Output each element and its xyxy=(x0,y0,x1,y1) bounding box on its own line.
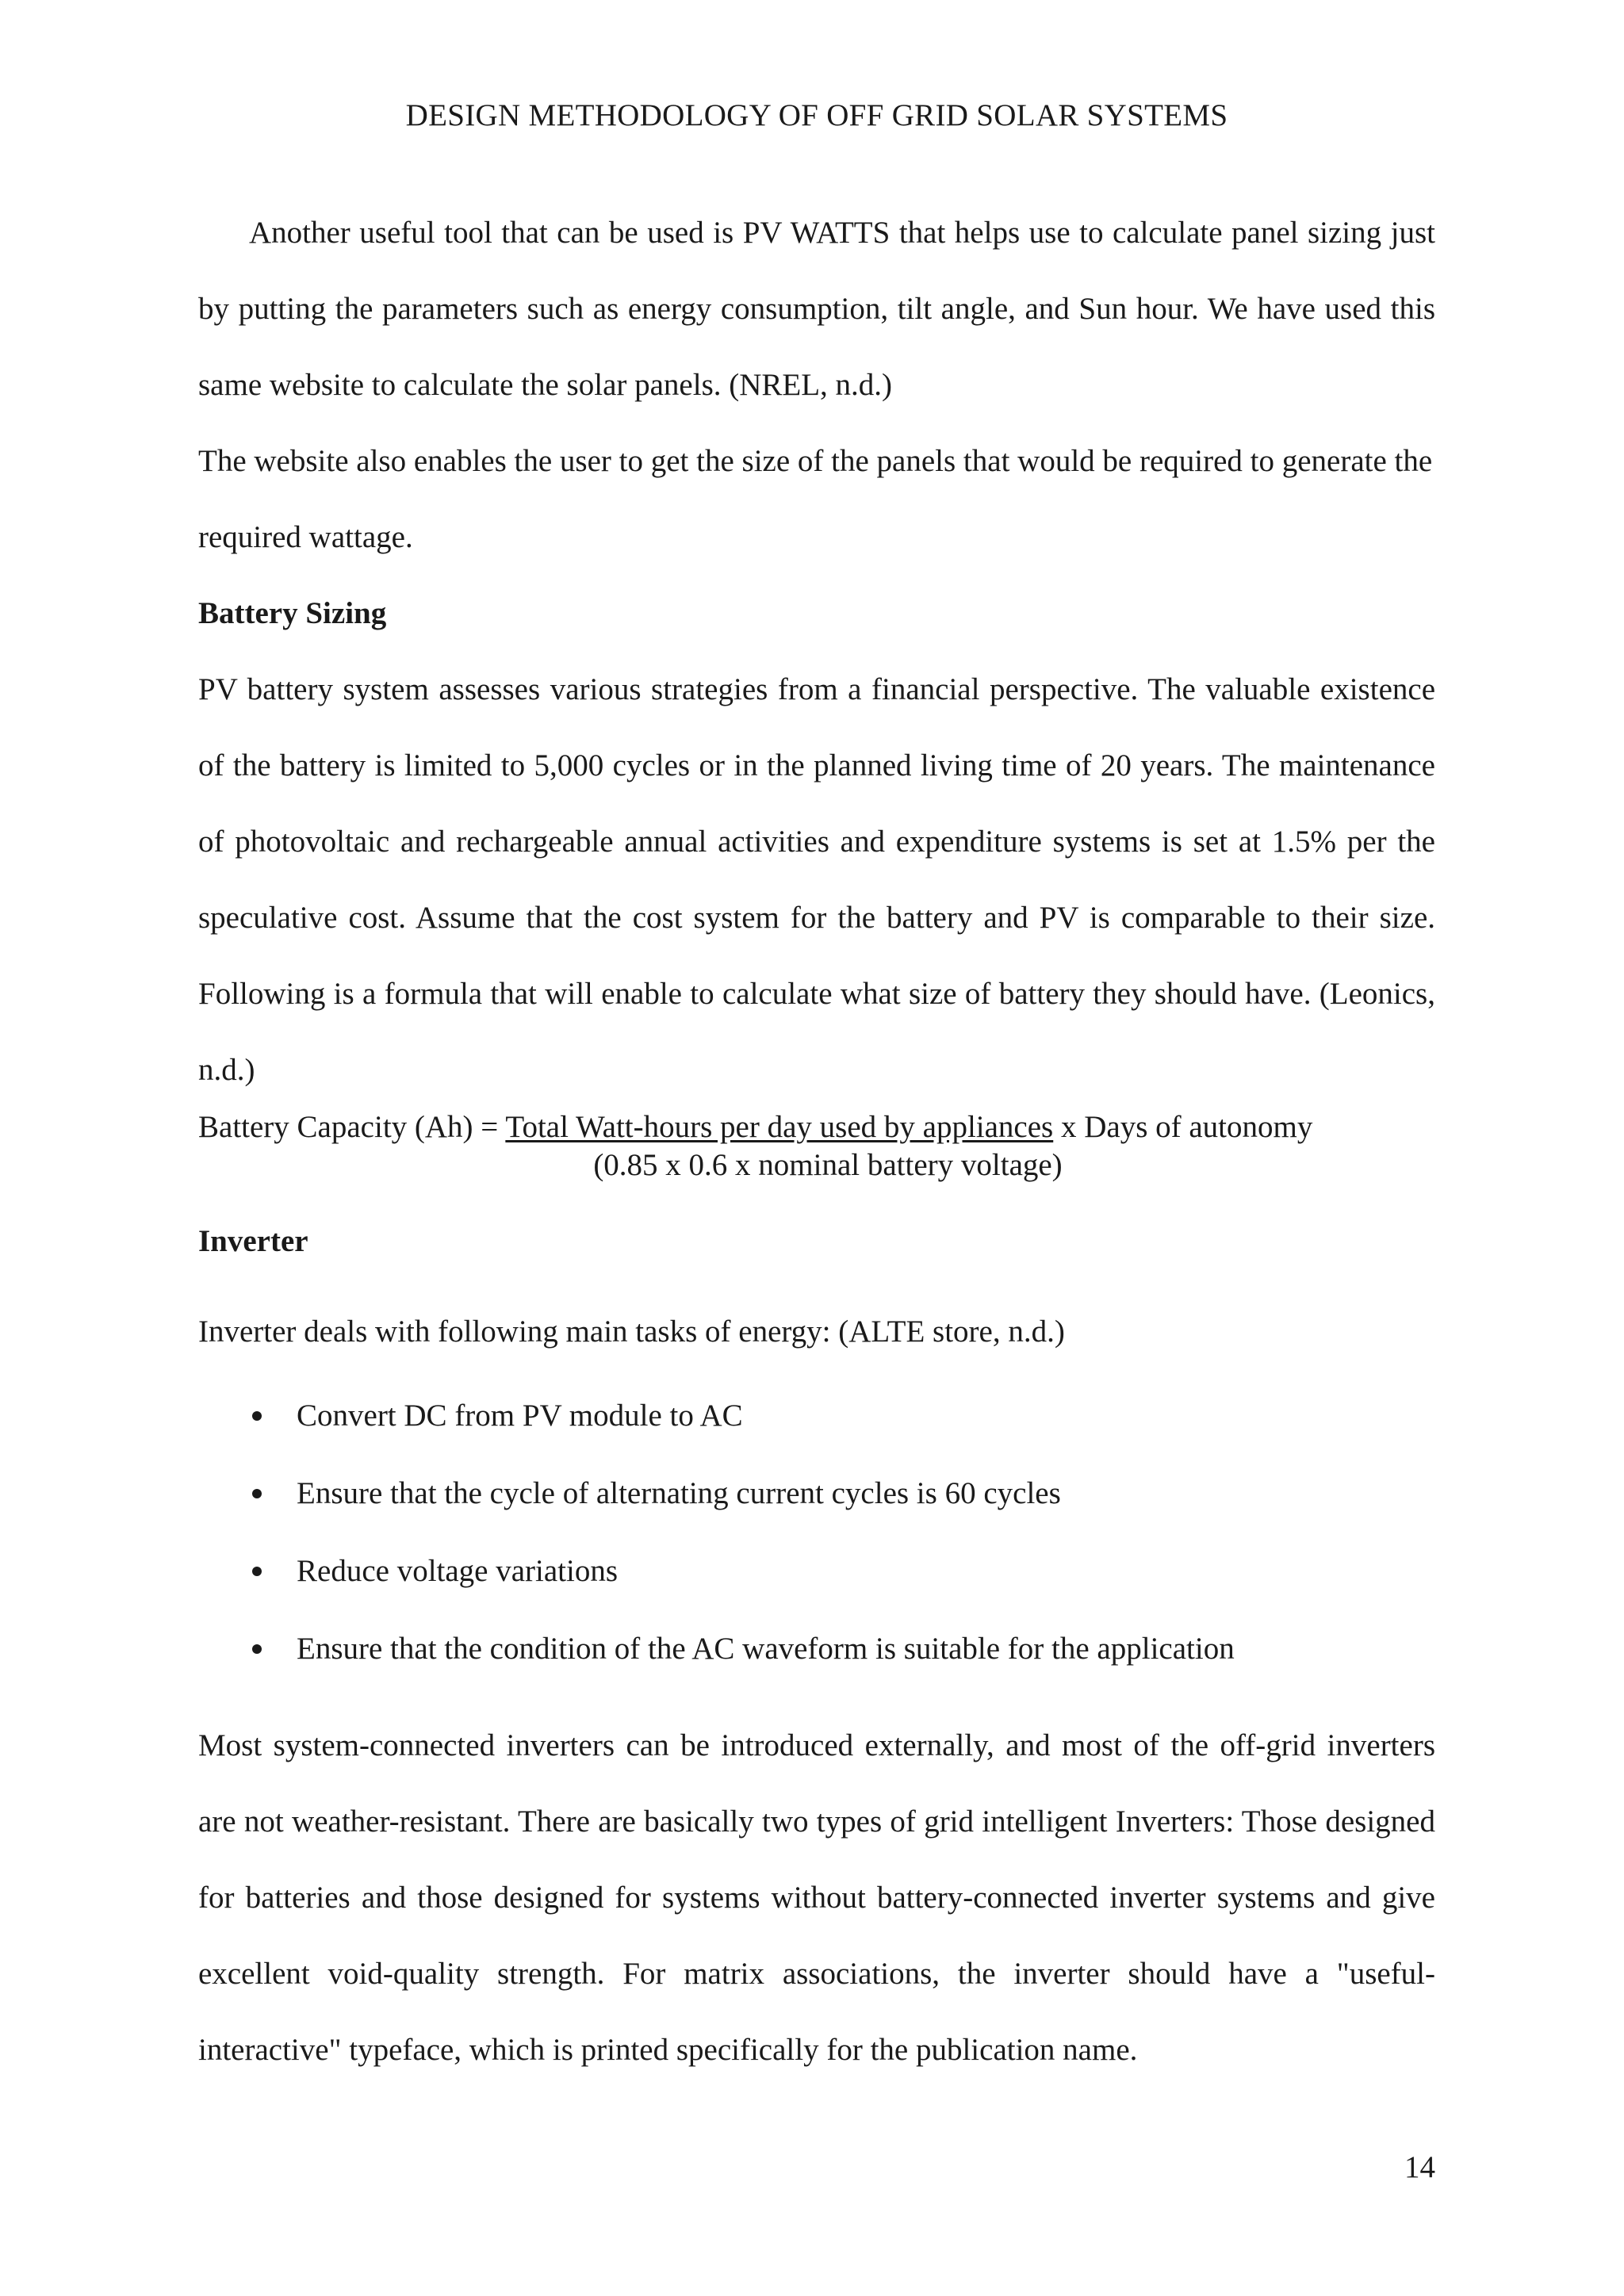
formula-multiplier: x Days of autonomy xyxy=(1053,1110,1313,1144)
page-body xyxy=(198,195,1435,2088)
bullet-icon xyxy=(252,1567,262,1576)
formula-denominator: (0.85 x 0.6 x nominal battery voltage) xyxy=(593,1148,1063,1182)
page-number: 14 xyxy=(1404,2150,1435,2184)
running-header: DESIGN METHODOLOGY OF OFF GRID SOLAR SYSTEMS xyxy=(405,98,1228,132)
list-item: Convert DC from PV module to AC xyxy=(198,1397,1435,1435)
battery-capacity-formula xyxy=(198,1108,1435,1203)
bullet-icon xyxy=(252,1489,262,1498)
formula-lhs: Battery Capacity (Ah) = xyxy=(198,1110,506,1144)
inverter-heading: Inverter xyxy=(198,1224,308,1258)
list-item: Ensure that the condition of the AC waveform is suitable for the application xyxy=(198,1630,1435,1668)
bullet-icon xyxy=(252,1411,262,1421)
list-item: Reduce voltage variations xyxy=(198,1552,1435,1590)
battery-sizing-paragraph: PV battery system assesses various strategies from a financial perspective. The valuable existence of the battery is limited to 5,000 cycles or in the planned living time of 20 years. The maintenance of photovoltaic and rechargeable annual activities and expenditure systems is set at 1.5% per the speculative cost. Assume that the cost system for the battery and PV is comparable to their size. Following is a formula that will enable to calculate what size of battery they should have. (Leonics, n.d.) xyxy=(198,672,1435,1087)
intro-paragraph-pv-watts: Another useful tool that can be used is PV WATTS that helps use to calculate panel sizing just by putting the parameters such as energy consumption, tilt angle, and Sun hour. We have used this same website to calculate the solar panels. (NREL, n.d.) xyxy=(198,216,1435,402)
inverter-intro: Inverter deals with following main tasks of energy: (ALTE store, n.d.) xyxy=(198,1314,1065,1349)
intro-paragraph-website: The website also enables the user to get the size of the panels that would be required to generate the required wattage. xyxy=(198,444,1433,554)
bullet-icon xyxy=(252,1644,262,1654)
formula-numerator: Total Watt-hours per day used by appliances xyxy=(505,1110,1054,1144)
list-item: Ensure that the cycle of alternating current cycles is 60 cycles xyxy=(198,1475,1435,1513)
inverter-paragraph: Most system-connected inverters can be introduced externally, and most of the off-grid inverters are not weather-resistant. There are basically two types of grid intelligent Inverters: Those designed for batteries and those designed for systems without battery-connected inverter systems and give excellent void-quality strength. For matrix associations, the inverter should have a "useful-interactive" typeface, which is printed specifically for the publication name. xyxy=(198,1728,1435,2067)
inverter-task-list xyxy=(198,1397,1435,1668)
battery-sizing-heading: Battery Sizing xyxy=(198,596,387,630)
